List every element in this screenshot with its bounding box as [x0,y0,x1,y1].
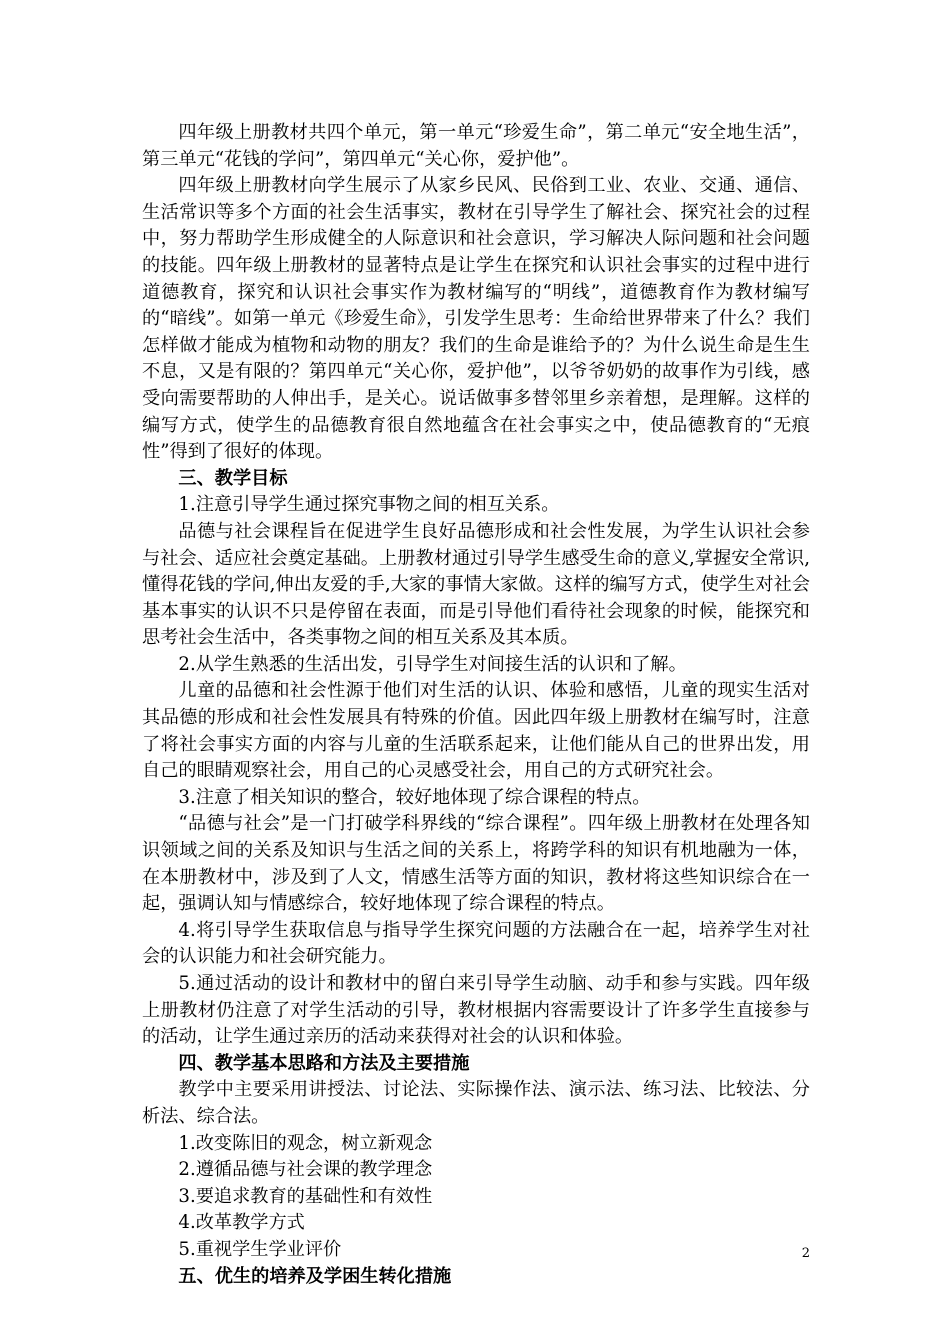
paragraph: 2.遵循品德与社会课的教学理念 [178,1159,433,1181]
page-number: 2 [801,1246,810,1261]
document-body [142,120,810,1290]
paragraph: 品德与社会课程旨在促进学生良好品德形成和社会性发展，为学生认识社会参与社会、适应社会奠定基础。上册教材通过引导学生感受生命的意义,掌握安全常识,懂得花钱的学问,伸出友爱的手,大家的事情大家做。这样的编写方式，使学生对社会基本事实的认识不只是停留在表面，而是引导他们看待社会现象的时候，能探究和思考社会生活中，各类事物之间的相互关系及其本质。 [142,520,810,649]
paragraph: “品德与社会”是一门打破学科界线的“综合课程”。四年级上册教材在处理各知识领域之间的关系及知识与生活之间的关系上，将跨学科的知识有机地融为一体，在本册教材中，涉及到了人文，情感生活等方面的知识，教材将这些知识综合在一起，强调认知与情感综合，较好地体现了综合课程的特点。 [142,813,810,915]
section-heading: 四、教学基本思路和方法及主要措施 [178,1052,470,1074]
paragraph: 5.通过活动的设计和教材中的留白来引导学生动脑、动手和参与实践。四年级上册教材仍注意了对学生活动的引导，教材根据内容需要设计了许多学生直接参与的活动，让学生通过亲历的活动来获得对社会的认识和体验。 [142,973,810,1048]
paragraph: 教学中主要采用讲授法、讨论法、实际操作法、演示法、练习法、比较法、分析法、综合法。 [142,1079,810,1127]
paragraph: 四年级上册教材向学生展示了从家乡民风、民俗到工业、农业、交通、通信、生活常识等多个方面的社会生活事实，教材在引导学生了解社会、探究社会的过程中，努力帮助学生形成健全的人际意识和社会意识，学习解决人际问题和社会问题的技能。四年级上册教材的显著特点是让学生在探究和认识社会事实的过程中进行道德教育，探究和认识社会事实作为教材编写的“明线”，道德教育作为教材编写的“暗线”。如第一单元《珍爱生命》，引发学生思考：生命给世界带来了什么？我们怎样做才能成为植物和动物的朋友？我们的生命是谁给予的？为什么说生命是生生不息，又是有限的？第四单元“关心你，爱护他”，以爷爷奶奶的故事作为引线，感受向需要帮助的人伸出手，是关心。说话做事多替邻里乡亲着想，是理解。这样的编写方式，使学生的品德教育很自然地蕴含在社会事实之中，使品德教育的“无痕性”得到了很好的体现。 [142,175,810,463]
paragraph: 2.从学生熟悉的生活出发，引导学生对间接生活的认识和了解。 [178,653,687,675]
paragraph: 4.改革教学方式 [178,1212,305,1234]
paragraph: 1.注意引导学生通过探究事物之间的相互关系。 [178,494,560,516]
paragraph: 5.重视学生学业评价 [178,1238,342,1260]
paragraph: 3.要追求教育的基础性和有效性 [178,1185,433,1207]
paragraph: 1.改变陈旧的观念，树立新观念 [178,1132,433,1154]
section-heading: 五、优生的培养及学困生转化措施 [178,1265,452,1287]
section-heading: 三、教学目标 [178,467,288,489]
paragraph: 四年级上册教材共四个单元，第一单元“珍爱生命”，第二单元“安全地生活”，第三单元“花钱的学问”，第四单元“关心你，爱护他”。 [142,122,810,170]
paragraph: 4.将引导学生获取信息与指导学生探究问题的方法融合在一起，培养学生对社会的认识能力和社会研究能力。 [142,919,810,968]
paragraph: 儿童的品德和社会性源于他们对生活的认识、体验和感悟，儿童的现实生活对其品德的形成和社会性发展具有特殊的价值。因此四年级上册教材在编写时，注意了将社会事实方面的内容与儿童的生活联系起来，让他们能从自己的世界出发，用自己的眼睛观察社会，用自己的心灵感受社会，用自己的方式研究社会。 [142,680,810,782]
paragraph: 3.注意了相关知识的整合，较好地体现了综合课程的特点。 [178,786,651,808]
